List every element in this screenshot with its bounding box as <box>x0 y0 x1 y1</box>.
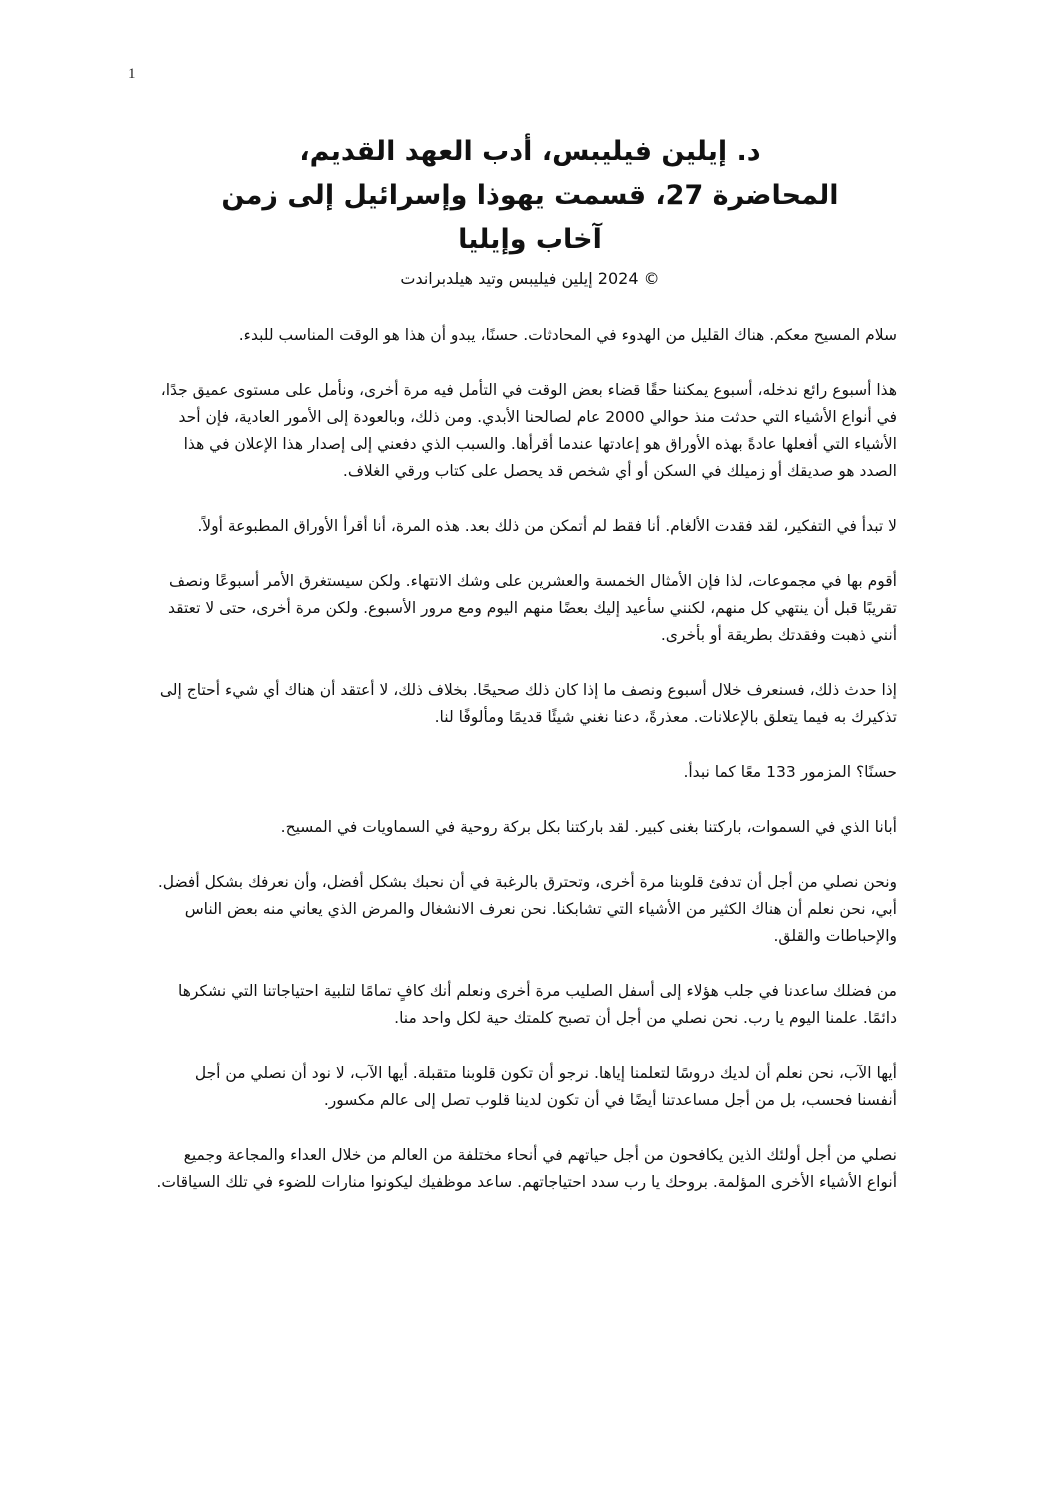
body-text <box>155 322 897 1224</box>
paragraph-3: لا تبدأ في التفكير، لقد فقدت الألغام. أنا فقط لم أتمكن من ذلك بعد. هذه المرة، أنا أقرأ الأوراق المطبوعة أولاً. <box>197 517 897 535</box>
title-line-2: المحاضرة 27، قسمت يهوذا وإسرائيل إلى زمن <box>221 180 839 211</box>
paragraph-1: سلام المسيح معكم. هناك القليل من الهدوء في المحادثات. حسنًا، يبدو أن هذا هو الوقت المناسب للبدء. <box>238 326 897 344</box>
title-line-3: آخاب وإيليا <box>458 224 602 255</box>
paragraph-2: هذا أسبوع رائع ندخله، أسبوع يمكننا حقًا قضاء بعض الوقت في التأمل فيه مرة أخرى، ونأمل على مستوى عميق جدًا، في أنواع الأشياء التي حدثت منذ حوالي 2000 عام لصالحنا الأبدي. ومن ذلك، وبالعودة إلى الأمور العادية، فإن أحد الأشياء التي أفعلها عادةً بهذه الأوراق هو إعادتها عندما أقرأها. والسبب الذي دفعني إلى إصدار هذا الإعلان في هذا الصدد هو صديقك أو زميلك في السكن أو أي شخص قد يحصل على كتاب ورقي الغلاف. <box>160 381 897 480</box>
paragraph-5: إذا حدث ذلك، فسنعرف خلال أسبوع ونصف ما إذا كان ذلك صحيحًا. بخلاف ذلك، لا أعتقد أن هناك أي شيء أحتاج إلى تذكيرك به فيما يتعلق بالإعلانات. معذرةً، دعنا نغني شيئًا قديمًا ومألوفًا لنا. <box>159 681 897 726</box>
paragraph-11: نصلي من أجل أولئك الذين يكافحون من أجل حياتهم في أنحاء مختلفة من العالم من خلال العداء والمجاعة وجميع أنواع الأشياء الأخرى المؤلمة. بروحك يا رب سدد احتياجاتهم. ساعد موظفيك ليكونوا منارات للضوء في تلك السياقات. <box>156 1146 897 1191</box>
paragraph-9: من فضلك ساعدنا في جلب هؤلاء إلى أسفل الصليب مرة أخرى ونعلم أنك كافٍ تمامًا لتلبية احتياجاتنا التي نشكرها دائمًا. علمنا اليوم يا رب. نحن نصلي من أجل أن تصبح كلمتك حية لكل واحد منا. <box>178 982 897 1027</box>
title-block <box>150 130 910 292</box>
paragraph-6: حسنًا؟ المزمور 133 معًا كما نبدأ. <box>683 763 897 781</box>
paragraph-7: أبانا الذي في السموات، باركتنا بغنى كبير. لقد باركتنا بكل بركة روحية في السماويات في المسيح. <box>280 818 897 836</box>
paragraph-8: ونحن نصلي من أجل أن تدفئ قلوبنا مرة أخرى، وتحترق بالرغبة في أن نحبك بشكل أفضل، وأن نعرفك بشكل أفضل. أبي، نحن نعلم أن هناك الكثير من الأشياء التي تشابكنا. نحن نعرف الانشغال والمرض الذي يعاني منه بعض الناس والإحباطات والقلق. <box>157 873 897 945</box>
title-line-1: د. إيلين فيليبس، أدب العهد القديم، <box>299 136 761 167</box>
paragraph-4: أقوم بها في مجموعات، لذا فإن الأمثال الخمسة والعشرين على وشك الانتهاء. ولكن سيستغرق الأمر أسبوعًا ونصف تقريبًا قبل أن ينتهي كل منهم، لكنني سأعيد إليك بعضًا منهم اليوم ومع مرور الأسبوع. ولكن مرة أخرى، حتى لا تعتقد أنني ذهبت وفقدتك بطريقة أو بأخرى. <box>167 572 897 644</box>
copyright-line: © 2024 إيلين فيليبس وتيد هيلدبراندت <box>400 269 660 288</box>
paragraph-10: أيها الآب، نحن نعلم أن لديك دروسًا لتعلمنا إياها. نرجو أن تكون قلوبنا متقبلة. أيها الآب، لا نود أن نصلي من أجل أنفسنا فحسب، بل من أجل مساعدتنا أيضًا في أن تكون لدينا قلوب تصل إلى عالم مكسور. <box>194 1064 897 1109</box>
page-number: 1 <box>128 66 136 82</box>
